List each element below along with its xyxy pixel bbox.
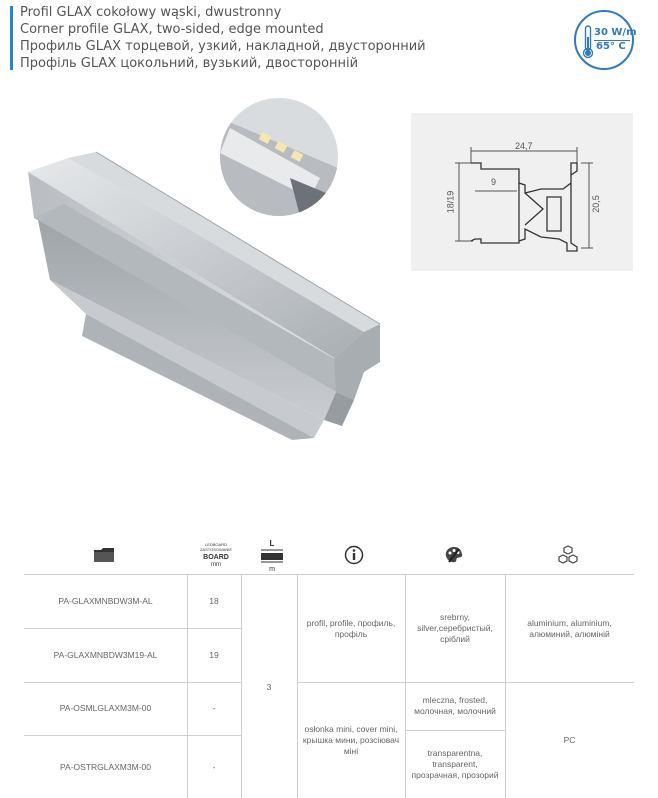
length-icon	[252, 535, 292, 575]
palette-icon	[434, 535, 474, 575]
product-code-1: PA-GLAXMNBDW3M-AL	[58, 596, 153, 606]
title-uk: Профіль GLAX цокольний, вузький, двосторонній	[20, 56, 359, 71]
info-icon	[334, 535, 374, 575]
title-en: Corner profile GLAX, two-sided, edge mounted	[20, 22, 324, 37]
dimension-right-height: 20,5	[590, 195, 601, 213]
product-titles	[20, 4, 426, 72]
color-silver: srebrny, silver,серебристый, сріблий	[417, 612, 493, 644]
detail-zoom-image	[220, 98, 338, 216]
spec-table-body	[24, 574, 634, 798]
color-frosted: mleczna, frosted, молочная, молочний	[414, 695, 496, 716]
board-thickness-icon	[186, 535, 246, 575]
dimension-inner: 9	[491, 177, 497, 187]
board-size-2: 19	[209, 649, 219, 660]
dimension-width: 24,7	[515, 141, 533, 151]
folder-icon	[64, 535, 144, 575]
svg-text:BOARD: BOARD	[203, 554, 229, 561]
board-size-4: -	[212, 761, 216, 772]
svg-text:m: m	[269, 566, 275, 572]
product-code-4: PA-OSTRGLAXM3M-00	[59, 761, 151, 772]
board-size-1: 18	[209, 596, 219, 606]
board-size-3: -	[212, 703, 216, 713]
length-value: 3	[266, 681, 272, 692]
power-rating: 30 W/m	[594, 27, 637, 38]
profile-description: profil, profile, профиль, профіль	[306, 617, 396, 639]
svg-text:mm: mm	[211, 562, 221, 568]
thermometer-icon	[582, 25, 594, 59]
svg-text:LEDBOARD: LEDBOARD	[204, 542, 228, 547]
material-pc: PC	[563, 735, 576, 745]
material-aluminium: aluminium, aluminium, алюминий, алюміній	[527, 617, 612, 639]
cross-section-drawing	[411, 113, 633, 271]
max-temperature: 65° C	[596, 41, 626, 52]
svg-text:L: L	[269, 539, 275, 548]
title-pl: Profil GLAX cokołowy wąski, dwustronny	[20, 5, 282, 20]
product-code-2: PA-GLAXMNBDW3M19-AL	[53, 649, 158, 660]
color-transparent: transparentna, transparent, прозрачная, прозорий	[411, 748, 499, 780]
temperature-badge	[574, 10, 637, 70]
svg-text:ZASTOSOWANIE: ZASTOSOWANIE	[199, 547, 233, 552]
material-cubes-icon	[548, 535, 588, 575]
cover-description: osłonka mini, cover mini, крышка мини, розсіювач міні	[302, 724, 400, 756]
dimension-left-height: 18/19	[445, 190, 456, 214]
header-accent-bar	[10, 6, 13, 70]
title-ru: Профиль GLAX торцевой, узкий, накладной, двусторонний	[20, 39, 426, 54]
product-code-3: PA-OSMLGLAXM3M-00	[59, 703, 152, 713]
